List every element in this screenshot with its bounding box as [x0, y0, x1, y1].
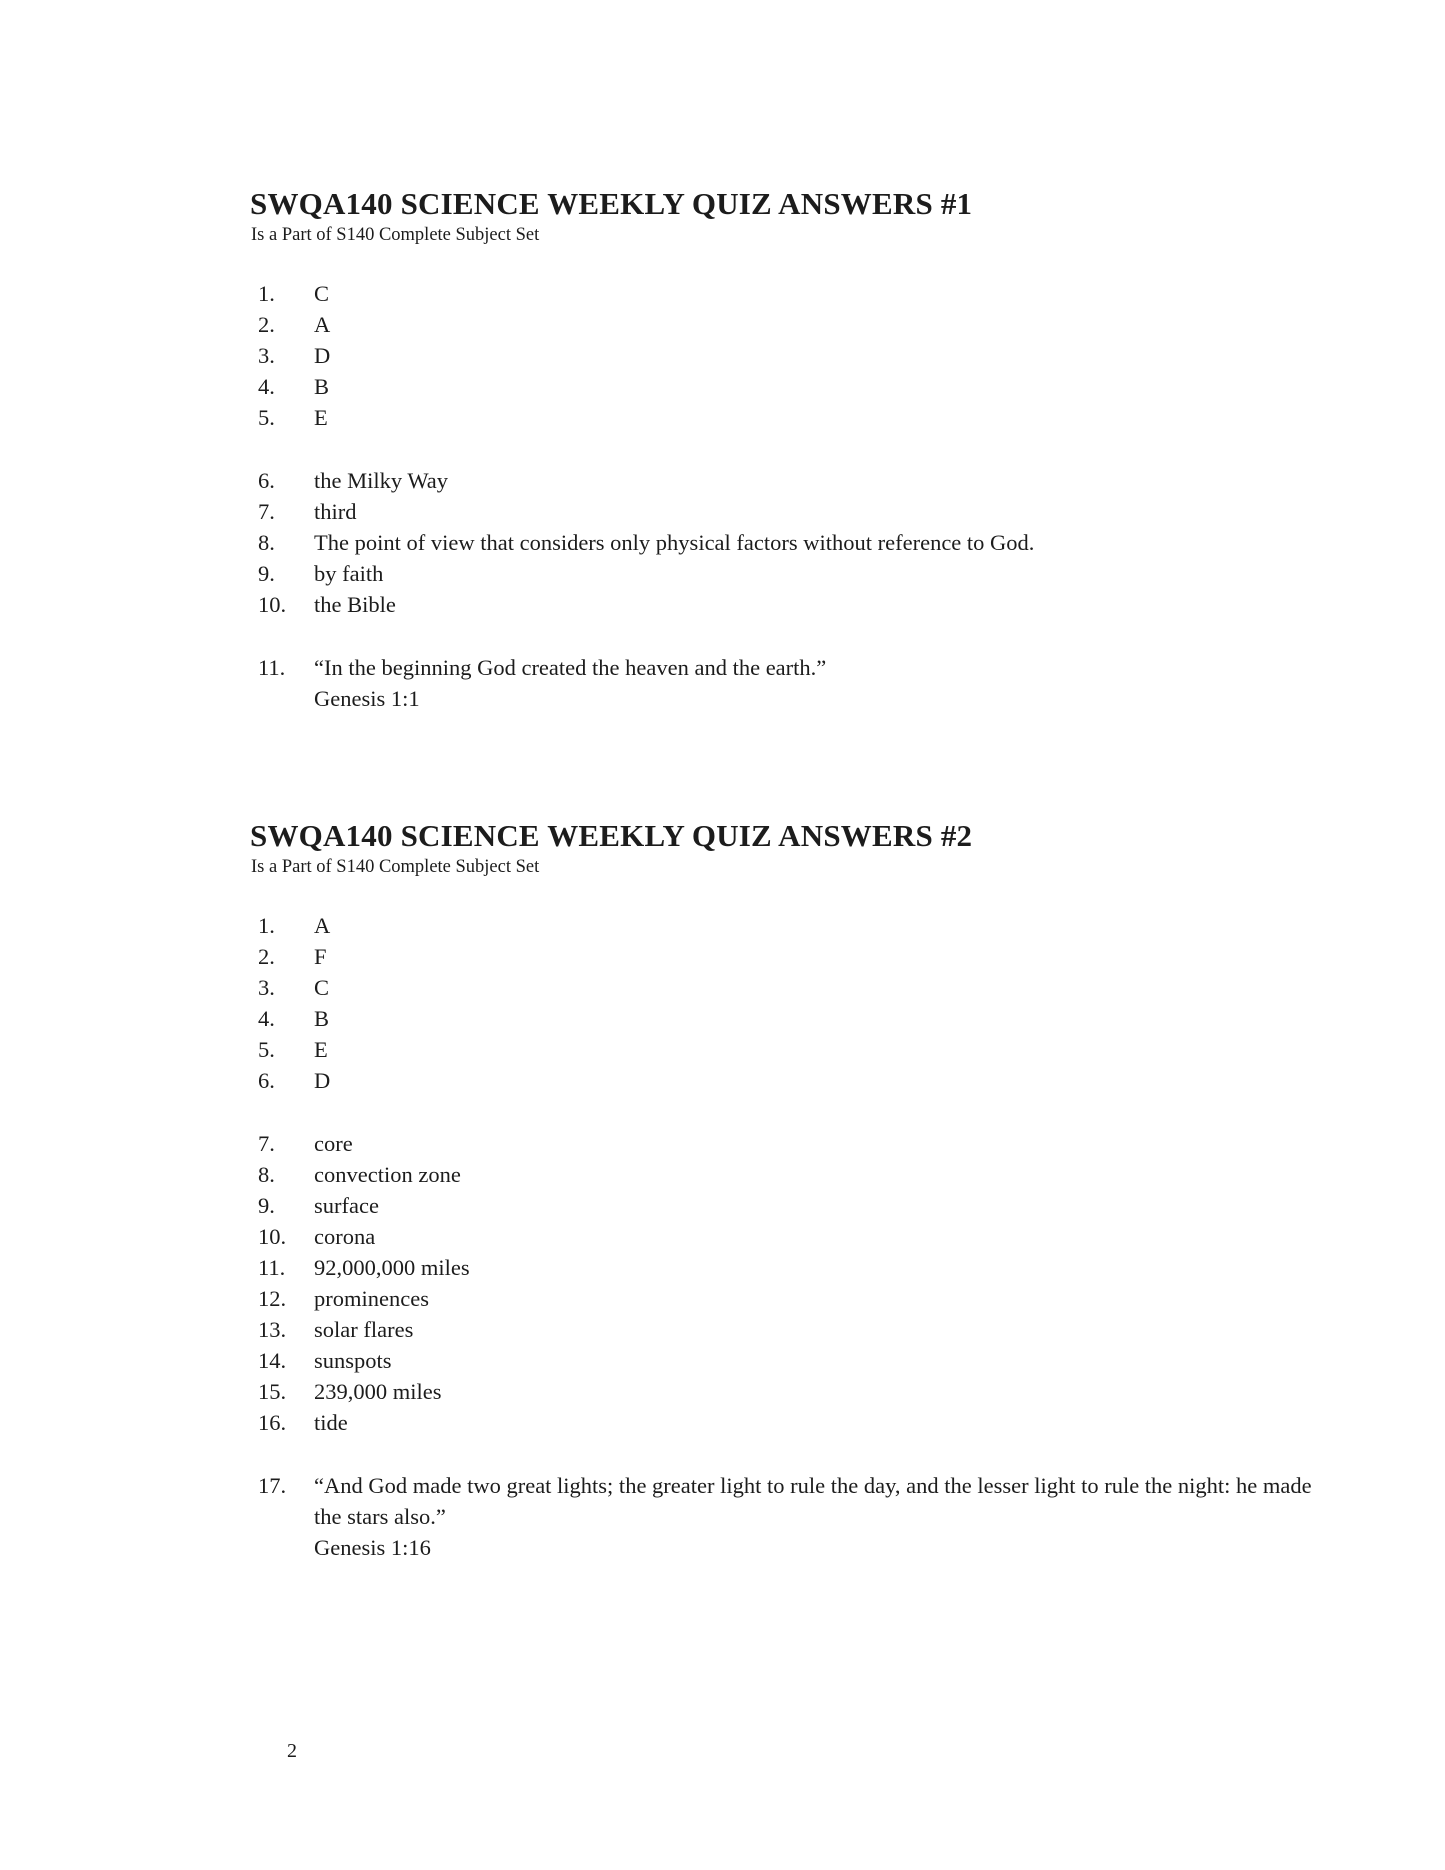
- answer-text: D: [314, 343, 331, 368]
- answer-row: [258, 1345, 1330, 1376]
- answer-text: B: [314, 374, 330, 399]
- answer-row: [258, 309, 1330, 340]
- answer-text: convection zone: [314, 1162, 461, 1187]
- answer-number: 9.: [258, 561, 275, 586]
- answer-number: 5.: [258, 1037, 275, 1062]
- answer-number: 14.: [258, 1348, 287, 1373]
- answer-number: 3.: [258, 343, 275, 368]
- answer-number: 15.: [258, 1379, 287, 1404]
- answer-number: 11.: [258, 655, 286, 680]
- answer-text: third: [314, 499, 357, 524]
- answer-row-quote: [258, 652, 1330, 714]
- quote-text: “In the beginning God created the heaven and the earth.”: [314, 655, 827, 680]
- answer-row: [258, 1252, 1330, 1283]
- answer-number: 4.: [258, 1006, 275, 1031]
- answer-text: A: [314, 913, 331, 938]
- answer-number: 16.: [258, 1410, 287, 1435]
- answer-quote-block: [314, 1470, 1326, 1563]
- answer-number: 7.: [258, 1131, 275, 1156]
- answer-text: 92,000,000 miles: [314, 1255, 470, 1280]
- answer-row: [258, 1003, 1330, 1034]
- answer-number: 3.: [258, 975, 275, 1000]
- answer-row: [258, 910, 1330, 941]
- quiz-section-1: [250, 186, 1330, 714]
- answer-group: [258, 278, 1330, 433]
- answer-row: [258, 941, 1330, 972]
- answer-row: [258, 465, 1330, 496]
- answer-number: 2.: [258, 944, 275, 969]
- answer-row: [258, 1221, 1330, 1252]
- answer-text: A: [314, 312, 331, 337]
- answer-group: [258, 1128, 1330, 1438]
- answer-row: [258, 1376, 1330, 1407]
- answer-text: core: [314, 1131, 353, 1156]
- quote-citation: Genesis 1:1: [314, 686, 420, 711]
- answer-row: [258, 1159, 1330, 1190]
- answer-number: 8.: [258, 1162, 275, 1187]
- answer-text: C: [314, 281, 330, 306]
- answer-number: 6.: [258, 468, 275, 493]
- quote-citation: Genesis 1:16: [314, 1535, 431, 1560]
- answer-text: C: [314, 975, 330, 1000]
- answer-row: [258, 371, 1330, 402]
- answer-quote-block: [314, 652, 1326, 714]
- answer-text: F: [314, 944, 327, 969]
- answer-number: 2.: [258, 312, 275, 337]
- answer-group: [258, 910, 1330, 1096]
- answer-text: D: [314, 1068, 331, 1093]
- answer-group: [258, 1470, 1330, 1563]
- answer-row: [258, 1065, 1330, 1096]
- answer-number: 13.: [258, 1317, 287, 1342]
- quote-text: “And God made two great lights; the greater light to rule the day, and the lesser light to rule the night: he made the stars also.”: [314, 1473, 1312, 1529]
- quiz-section-2: [250, 818, 1330, 1563]
- answer-text: prominences: [314, 1286, 429, 1311]
- answer-number: 4.: [258, 374, 275, 399]
- answer-number: 5.: [258, 405, 275, 430]
- page-content: [250, 186, 1330, 1563]
- answer-row: [258, 496, 1330, 527]
- answer-text: 239,000 miles: [314, 1379, 442, 1404]
- section-title: SWQA140 SCIENCE WEEKLY QUIZ ANSWERS #1: [250, 186, 973, 221]
- answer-number: 1.: [258, 281, 275, 306]
- answer-number: 7.: [258, 499, 275, 524]
- answer-number: 11.: [258, 1255, 286, 1280]
- answer-group: [258, 465, 1330, 620]
- answer-row: [258, 278, 1330, 309]
- answer-number: 1.: [258, 913, 275, 938]
- answer-row-quote: [258, 1470, 1330, 1563]
- answer-row: [258, 1190, 1330, 1221]
- answer-row: [258, 1034, 1330, 1065]
- answer-number: 6.: [258, 1068, 275, 1093]
- answer-text: solar flares: [314, 1317, 414, 1342]
- answer-row: [258, 972, 1330, 1003]
- answer-row: [258, 589, 1330, 620]
- answer-number: 9.: [258, 1193, 275, 1218]
- answer-text: surface: [314, 1193, 379, 1218]
- answer-text: B: [314, 1006, 330, 1031]
- answer-text: E: [314, 405, 328, 430]
- section-subtitle: Is a Part of S140 Complete Subject Set: [251, 225, 540, 245]
- answer-row: [258, 1407, 1330, 1438]
- answer-row: [258, 527, 1330, 558]
- answer-row: [258, 402, 1330, 433]
- answer-row: [258, 1283, 1330, 1314]
- page-number: 2: [287, 1740, 297, 1762]
- answer-row: [258, 340, 1330, 371]
- answer-text: by faith: [314, 561, 384, 586]
- answer-number: 8.: [258, 530, 275, 555]
- answer-number: 12.: [258, 1286, 287, 1311]
- answer-text: The point of view that considers only physical factors without reference to God.: [314, 530, 1035, 555]
- section-subtitle: Is a Part of S140 Complete Subject Set: [251, 857, 540, 877]
- answer-group: [258, 652, 1330, 714]
- answer-number: 17.: [258, 1473, 287, 1498]
- answer-text: tide: [314, 1410, 348, 1435]
- answer-row: [258, 558, 1330, 589]
- answer-text: corona: [314, 1224, 376, 1249]
- answer-text: sunspots: [314, 1348, 392, 1373]
- answer-row: [258, 1314, 1330, 1345]
- answer-text: the Bible: [314, 592, 396, 617]
- answer-number: 10.: [258, 592, 287, 617]
- answer-number: 10.: [258, 1224, 287, 1249]
- answer-row: [258, 1128, 1330, 1159]
- section-title: SWQA140 SCIENCE WEEKLY QUIZ ANSWERS #2: [250, 818, 973, 853]
- answer-text: the Milky Way: [314, 468, 449, 493]
- answer-text: E: [314, 1037, 328, 1062]
